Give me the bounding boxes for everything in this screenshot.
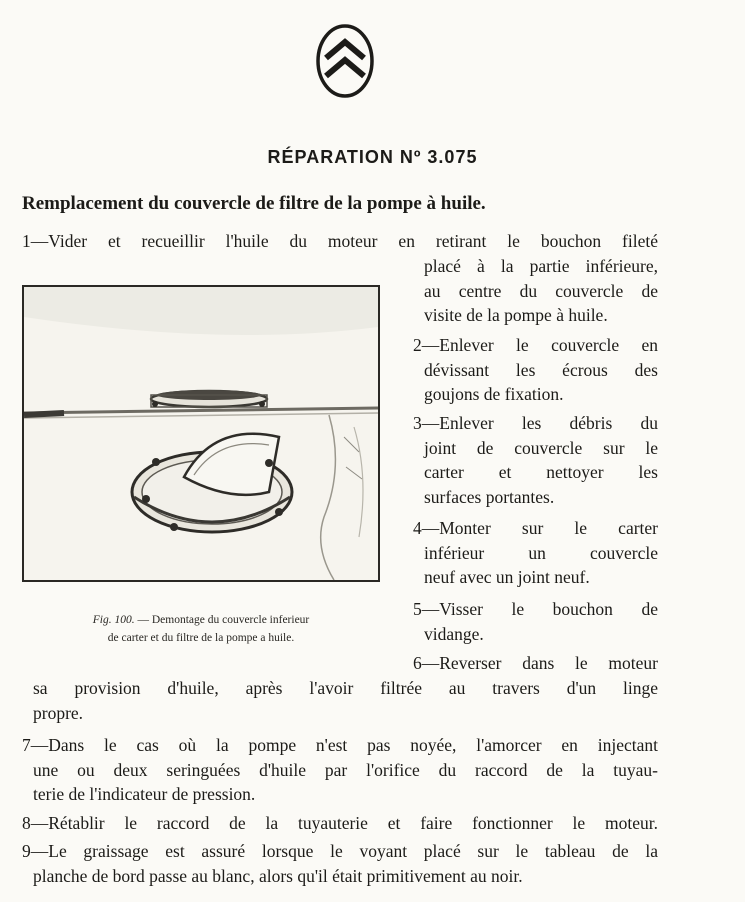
step-4: 4—Monter sur le carter inférieur un couvercle neuf avec un joint neuf. bbox=[413, 518, 658, 588]
step-1-line-1: 1—Vider et recueillir l'huile du moteur en retirant le bouchon fileté bbox=[22, 231, 658, 251]
step-3: 3—Enlever les débris du joint de couvercle sur le carter et nettoyer les surfaces portantes. bbox=[413, 413, 658, 507]
step-8: 8—Rétablir le raccord de la tuyauterie et faire fonctionner le moteur. bbox=[22, 813, 658, 833]
figure-label: Fig. 100. bbox=[92, 614, 135, 626]
step-9: 9—Le graissage est assuré lorsque le voyant placé sur le tableau de la planche de bord passe au blanc, alors qu'il était primitivement au noir. bbox=[22, 841, 658, 886]
figure-caption-text: — Demontage du couvercle inferieur bbox=[134, 614, 310, 626]
figure-caption bbox=[22, 611, 380, 647]
section-heading: Remplacement du couvercle de filtre de la pompe à huile. bbox=[22, 193, 486, 214]
step-5: 5—Visser le bouchon de vidange. bbox=[413, 599, 658, 644]
oil-pump-cover-illustration bbox=[24, 287, 378, 580]
page-title: RÉPARATION Nº 3.075 bbox=[267, 147, 478, 167]
step-6-line-1: 6—Reverser dans le moteur bbox=[413, 653, 658, 673]
double-chevron-emblem-icon bbox=[313, 22, 377, 100]
figure-caption-line-2: de carter et du filtre de la pompe a huile. bbox=[107, 632, 295, 644]
step-1-continued: placé à la partie inférieure, au centre du couvercle de visite de la pompe à huile. bbox=[424, 256, 658, 326]
step-7: 7—Dans le cas où la pompe n'est pas noyée, l'amorcer en injectant une ou deux seringuées d'huile par l'orifice du raccord de la tuyau- terie de l'indicateur de pression. bbox=[22, 735, 658, 805]
step-2: 2—Enlever le couvercle en dévissant les écrous des goujons de fixation. bbox=[413, 335, 658, 405]
step-6-continued: sa provision d'huile, après l'avoir filtrée au travers d'un linge propre. bbox=[33, 678, 658, 723]
figure-photo bbox=[22, 285, 380, 582]
